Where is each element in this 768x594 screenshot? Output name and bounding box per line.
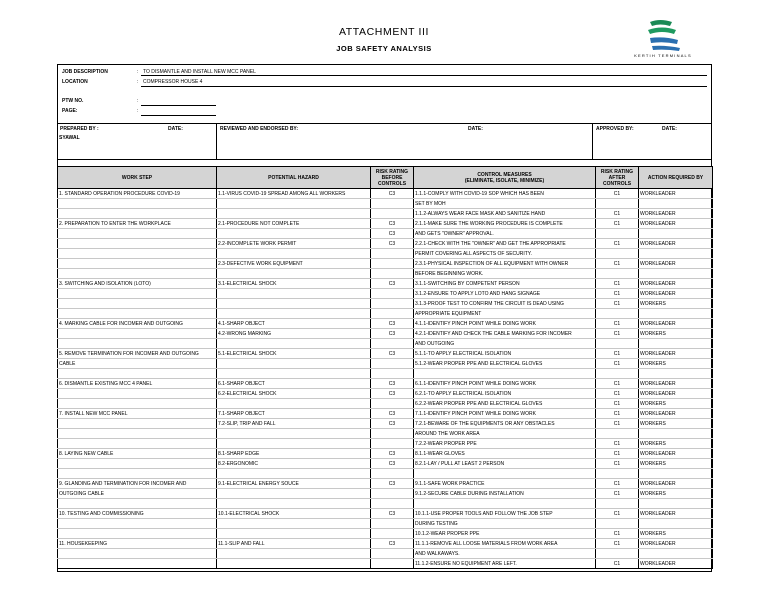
cell-hazard: 2.1-PROCEDURE NOT COMPLETE <box>217 219 371 229</box>
cell-control-measure: AROUND THE WORK AREA <box>414 429 596 439</box>
cell-work-step <box>58 419 217 429</box>
cell-work-step <box>58 559 217 569</box>
cell-control-measure: AND OUTGOING <box>414 339 596 349</box>
cell-action-by: WORKLEADER <box>639 479 713 489</box>
cell-risk-before <box>371 289 414 299</box>
table-row <box>58 329 713 339</box>
cell-action-by <box>639 199 713 209</box>
cell-work-step: 2. PREPARATION TO ENTER THE WORKPLACE <box>58 219 217 229</box>
cell-hazard <box>217 209 371 219</box>
cell-risk-before: C3 <box>371 449 414 459</box>
cell-risk-before: C3 <box>371 409 414 419</box>
cell-action-by: WORKLEADER <box>639 239 713 249</box>
cell-action-by <box>639 339 713 349</box>
location-colon: : <box>137 79 139 85</box>
cell-work-step <box>58 299 217 309</box>
cell-hazard <box>217 529 371 539</box>
table-row <box>58 379 713 389</box>
job-description-colon: : <box>137 69 139 75</box>
cell-risk-before: C3 <box>371 219 414 229</box>
cell-hazard <box>217 489 371 499</box>
cell-action-by: WORKLEADER <box>639 259 713 269</box>
page-title: ATTACHMENT III <box>338 26 430 38</box>
cell-action-by: WORKERS <box>639 489 713 499</box>
table-row <box>58 299 713 309</box>
cell-risk-after: C1 <box>596 349 639 359</box>
cell-control-measure: 1.1.1-COMPLY WITH COVID-19 SOP WHICH HAS BEEN <box>414 189 596 199</box>
cell-work-step <box>58 309 217 319</box>
cell-control-measure: DURING TESTING <box>414 519 596 529</box>
cell-work-step <box>58 269 217 279</box>
prepared-by-value: SYAWAL <box>59 135 80 141</box>
cell-work-step: 1. STANDARD OPERATION PROCEDURE COVID-19 <box>58 189 217 199</box>
cell-risk-after <box>596 519 639 529</box>
cell-risk-before: C3 <box>371 349 414 359</box>
cell-control-measure: APPROPRIATE EQUIPMENT <box>414 309 596 319</box>
cell-action-by: WORKLEADER <box>639 279 713 289</box>
cell-risk-before <box>371 519 414 529</box>
cell-action-by: WORKERS <box>639 299 713 309</box>
ptw-colon: : <box>137 98 139 104</box>
cell-risk-before: C3 <box>371 379 414 389</box>
table-row <box>58 429 713 439</box>
cell-risk-after: C1 <box>596 399 639 409</box>
cell-control-measure: 4.2.1-IDENTIFY AND CHECK THE CABLE MARKING FOR INCOMER <box>414 329 596 339</box>
table-row <box>58 339 713 349</box>
header-risk-before: RISK RATING BEFORE CONTROLS <box>371 167 414 189</box>
cell-risk-before: C3 <box>371 479 414 489</box>
cell-risk-after: C1 <box>596 379 639 389</box>
cell-work-step <box>58 329 217 339</box>
cell-risk-after: C1 <box>596 409 639 419</box>
table-row <box>58 309 713 319</box>
table-row <box>58 219 713 229</box>
cell-action-by: WORKLEADER <box>639 219 713 229</box>
cell-risk-after <box>596 549 639 559</box>
table-row <box>58 489 713 499</box>
cell-hazard <box>217 309 371 319</box>
cell-risk-before <box>371 399 414 409</box>
table-row <box>58 189 713 199</box>
cell-control-measure: 3.1.1-SWITCHING BY COMPETENT PERSON <box>414 279 596 289</box>
cell-risk-before <box>371 199 414 209</box>
cell-hazard: 8.1-SHARP EDGE <box>217 449 371 459</box>
cell-work-step: 10. TESTING AND COMMISSIONING <box>58 509 217 519</box>
cell-control-measure: BEFORE BEGINNING WORK. <box>414 269 596 279</box>
cell-risk-after: C1 <box>596 479 639 489</box>
cell-work-step <box>58 229 217 239</box>
job-description-value: TO DISMANTLE AND INSTALL NEW MCC PANEL <box>143 69 256 75</box>
table-row <box>58 349 713 359</box>
cell-hazard: 1.1-VIRUS COVID-19 SPREAD AMONG ALL WORKERS <box>217 189 371 199</box>
cell-work-step <box>58 429 217 439</box>
cell-risk-before <box>371 559 414 569</box>
cell-risk-after: C1 <box>596 279 639 289</box>
cell-work-step <box>58 459 217 469</box>
cell-action-by: WORKLEADER <box>639 389 713 399</box>
cell-control-measure: AND GETS "OWNER" APPROVAL. <box>414 229 596 239</box>
cell-work-step <box>58 469 217 479</box>
cell-control-measure: 6.2.2-WEAR PROPER PPE AND ELECTRICAL GLOVES <box>414 399 596 409</box>
cell-work-step <box>58 209 217 219</box>
cell-work-step: 11. HOUSEKEEPING <box>58 539 217 549</box>
cell-action-by: WORKERS <box>639 529 713 539</box>
cell-work-step: 9. GLANDING AND TERMINATION FOR INCOMER AND <box>58 479 217 489</box>
cell-risk-before: C3 <box>371 509 414 519</box>
prepared-by-label: PREPARED BY : <box>60 126 99 132</box>
approved-date-label: DATE: <box>662 126 677 132</box>
cell-hazard <box>217 229 371 239</box>
cell-hazard: 6.1-SHARP OBJECT <box>217 379 371 389</box>
cell-action-by <box>639 549 713 559</box>
cell-hazard <box>217 359 371 369</box>
cell-control-measure: 2.3.1-PHYSICAL INSPECTION OF ALL EQUIPMENT WITH OWNER <box>414 259 596 269</box>
table-row <box>58 449 713 459</box>
cell-risk-after: C1 <box>596 419 639 429</box>
cell-work-step <box>58 249 217 259</box>
cell-control-measure: 10.1.2-WEAR PROPER PPE <box>414 529 596 539</box>
approved-label: APPROVED BY: <box>596 126 634 132</box>
ptw-label: PTW NO. <box>62 98 84 104</box>
table-row <box>58 539 713 549</box>
cell-risk-before <box>371 249 414 259</box>
table-body <box>58 189 713 569</box>
cell-risk-after: C1 <box>596 289 639 299</box>
table-row <box>58 209 713 219</box>
page-label: PAGE: <box>62 108 78 114</box>
cell-hazard: 4.1-SHARP OBJECT <box>217 319 371 329</box>
cell-risk-after <box>596 199 639 209</box>
cell-hazard: 6.2-ELECTRICAL SHOCK <box>217 389 371 399</box>
cell-action-by: WORKERS <box>639 439 713 449</box>
jsa-table <box>57 166 713 569</box>
cell-work-step <box>58 259 217 269</box>
cell-action-by <box>639 429 713 439</box>
cell-action-by: WORKLEADER <box>639 509 713 519</box>
cell-work-step <box>58 239 217 249</box>
cell-work-step <box>58 289 217 299</box>
cell-risk-after <box>596 339 639 349</box>
cell-action-by <box>639 519 713 529</box>
table-row <box>58 439 713 449</box>
table-row <box>58 559 713 569</box>
cell-risk-before <box>371 209 414 219</box>
table-row <box>58 479 713 489</box>
table-row <box>58 389 713 399</box>
cell-risk-after: C1 <box>596 329 639 339</box>
cell-risk-before <box>371 359 414 369</box>
cell-control-measure: 10.1.1-USE PROPER TOOLS AND FOLLOW THE JOB STEP <box>414 509 596 519</box>
cell-control-measure: 6.2.1-TO APPLY ELECTRICAL ISOLATION <box>414 389 596 399</box>
cell-risk-after: C1 <box>596 259 639 269</box>
cell-control-measure <box>414 369 596 379</box>
cell-action-by: WORKLEADER <box>639 559 713 569</box>
cell-control-measure <box>414 499 596 509</box>
cell-action-by <box>639 269 713 279</box>
cell-action-by: WORKLEADER <box>639 449 713 459</box>
cell-hazard <box>217 559 371 569</box>
cell-control-measure: 7.1.1-IDENTIFY PINCH POINT WHILE DOING WORK <box>414 409 596 419</box>
table-row <box>58 269 713 279</box>
prepared-date-label: DATE: <box>168 126 183 132</box>
cell-work-step <box>58 519 217 529</box>
cell-hazard: 7.2-SLIP, TRIP AND FALL <box>217 419 371 429</box>
cell-risk-after: C1 <box>596 559 639 569</box>
cell-risk-after <box>596 229 639 239</box>
header-work-step: WORK STEP <box>58 167 217 189</box>
ptw-field[interactable] <box>141 105 216 106</box>
cell-hazard <box>217 439 371 449</box>
cell-control-measure: 9.1.2-SECURE CABLE DURING INSTALLATION <box>414 489 596 499</box>
location-value: COMPRESSOR HOUSE 4 <box>143 79 203 85</box>
cell-hazard: 7.1-SHARP OBJECT <box>217 409 371 419</box>
cell-hazard <box>217 499 371 509</box>
cell-risk-after <box>596 249 639 259</box>
table-row <box>58 519 713 529</box>
cell-control-measure: SET BY MOH <box>414 199 596 209</box>
cell-action-by <box>639 229 713 239</box>
cell-risk-before: C3 <box>371 229 414 239</box>
table-row <box>58 469 713 479</box>
cell-hazard <box>217 249 371 259</box>
cell-hazard: 9.1-ELECTRICAL ENERGY SOUCE <box>217 479 371 489</box>
cell-control-measure: 1.1.2-ALWAYS WEAR FACE MASK AND SANITIZE HAND <box>414 209 596 219</box>
cell-work-step: 4. MARKING CABLE FOR INCOMER AND OUTGOING <box>58 319 217 329</box>
cell-risk-before: C3 <box>371 239 414 249</box>
cell-hazard <box>217 269 371 279</box>
cell-risk-after: C1 <box>596 489 639 499</box>
cell-work-step: 5. REMOVE TERMINATION FOR INCOMER AND OUTGOING <box>58 349 217 359</box>
cell-hazard: 8.2-ERGONOMIC <box>217 459 371 469</box>
cell-work-step: 8. LAYING NEW CABLE <box>58 449 217 459</box>
header-action-required: ACTION REQUIRED BY <box>639 167 713 189</box>
cell-action-by: WORKERS <box>639 359 713 369</box>
cell-work-step <box>58 549 217 559</box>
cell-hazard <box>217 469 371 479</box>
cell-work-step: 6. DISMANTLE EXISTING MCC 4 PANEL <box>58 379 217 389</box>
cell-risk-after <box>596 269 639 279</box>
cell-control-measure <box>414 469 596 479</box>
logo-text: KERTIH TERMINALS <box>634 53 692 58</box>
cell-risk-after: C1 <box>596 509 639 519</box>
cell-action-by: WORKERS <box>639 459 713 469</box>
table-row <box>58 199 713 209</box>
cell-work-step <box>58 199 217 209</box>
cell-risk-before: C3 <box>371 189 414 199</box>
table-row <box>58 359 713 369</box>
cell-risk-before <box>371 259 414 269</box>
table-row <box>58 259 713 269</box>
cell-risk-after: C1 <box>596 359 639 369</box>
cell-control-measure: AND WALKAWAYS. <box>414 549 596 559</box>
cell-risk-after <box>596 309 639 319</box>
cell-hazard: 11.1-SLIP AND FALL <box>217 539 371 549</box>
cell-work-step: CABLE <box>58 359 217 369</box>
cell-work-step <box>58 499 217 509</box>
cell-hazard <box>217 199 371 209</box>
table-row <box>58 249 713 259</box>
cell-risk-before <box>371 439 414 449</box>
cell-hazard <box>217 429 371 439</box>
cell-risk-after: C1 <box>596 189 639 199</box>
cell-risk-before: C3 <box>371 419 414 429</box>
table-row <box>58 239 713 249</box>
cell-hazard: 2.3-DEFECTIVE WORK EQUIPMENT <box>217 259 371 269</box>
page-subtitle: JOB SAFETY ANALYSIS <box>336 44 432 53</box>
header-control-measures <box>414 167 596 189</box>
cell-work-step: 3. SWITCHING AND ISOLATION (LOTO) <box>58 279 217 289</box>
cell-action-by: WORKLEADER <box>639 539 713 549</box>
table-row <box>58 289 713 299</box>
cell-hazard <box>217 369 371 379</box>
cell-hazard: 5.1-ELECTRICAL SHOCK <box>217 349 371 359</box>
cell-action-by <box>639 499 713 509</box>
cell-control-measure: 2.2.1-CHECK WITH THE "OWNER" AND GET THE APPROPRIATE <box>414 239 596 249</box>
header-risk-after: RISK RATING AFTER CONTROLS <box>596 167 639 189</box>
cell-risk-after: C1 <box>596 459 639 469</box>
cell-risk-after: C1 <box>596 239 639 249</box>
page-field[interactable] <box>141 115 216 116</box>
cell-action-by: WORKLEADER <box>639 379 713 389</box>
cell-risk-before <box>371 369 414 379</box>
cell-action-by: WORKERS <box>639 329 713 339</box>
cell-control-measure: 9.1.1-SAFE WORK PRACTICE <box>414 479 596 489</box>
cell-action-by <box>639 249 713 259</box>
cell-risk-after <box>596 469 639 479</box>
cell-risk-after: C1 <box>596 449 639 459</box>
table-row <box>58 529 713 539</box>
cell-risk-after <box>596 369 639 379</box>
cell-risk-before <box>371 429 414 439</box>
table-row <box>58 419 713 429</box>
cell-hazard <box>217 289 371 299</box>
cell-risk-after: C1 <box>596 299 639 309</box>
cell-action-by <box>639 469 713 479</box>
cell-risk-before: C3 <box>371 279 414 289</box>
cell-risk-before <box>371 269 414 279</box>
cell-risk-before <box>371 299 414 309</box>
cell-work-step <box>58 369 217 379</box>
cell-action-by: WORKLEADER <box>639 349 713 359</box>
cell-risk-after: C1 <box>596 529 639 539</box>
table-row <box>58 549 713 559</box>
cell-action-by: WORKERS <box>639 399 713 409</box>
cell-action-by: WORKLEADER <box>639 189 713 199</box>
cell-control-measure: 2.1.1-MAKE SURE THE WORKING PROCEDURE IS COMPLETE <box>414 219 596 229</box>
cell-control-measure: 7.2.1-BEWARE OF THE EQUIPMENTS OR ANY OBSTACLES <box>414 419 596 429</box>
table-row <box>58 369 713 379</box>
header-control-title: CONTROL MEASURES <box>477 171 532 178</box>
cell-work-step <box>58 399 217 409</box>
table-row <box>58 399 713 409</box>
cell-work-step <box>58 389 217 399</box>
cell-control-measure: 5.1.1-TO APPLY ELECTRICAL ISOLATION <box>414 349 596 359</box>
cell-action-by: WORKLEADER <box>639 209 713 219</box>
table-row <box>58 499 713 509</box>
cell-risk-before: C3 <box>371 329 414 339</box>
cell-hazard <box>217 299 371 309</box>
cell-risk-after: C1 <box>596 219 639 229</box>
cell-work-step <box>58 529 217 539</box>
cell-control-measure: 8.2.1-LAY / PULL AT LEAST 2 PERSON <box>414 459 596 469</box>
cell-action-by <box>639 369 713 379</box>
table-row <box>58 229 713 239</box>
cell-risk-after: C1 <box>596 389 639 399</box>
reviewed-label: REVIEWED AND ENDORSED BY: <box>220 126 299 132</box>
cell-hazard: 3.1-ELECTRICAL SHOCK <box>217 279 371 289</box>
cell-control-measure: 11.1.2-ENSURE NO EQUIPMENT ARE LEFT. <box>414 559 596 569</box>
cell-action-by <box>639 309 713 319</box>
cell-risk-before <box>371 489 414 499</box>
cell-risk-before <box>371 339 414 349</box>
cell-risk-after <box>596 429 639 439</box>
cell-risk-before: C3 <box>371 539 414 549</box>
cell-work-step: 7. INSTALL NEW MCC PANEL <box>58 409 217 419</box>
cell-control-measure: 7.2.2-WEAR PROPER PPE <box>414 439 596 449</box>
cell-control-measure: 3.1.2-ENSURE TO APPLY LOTO AND HANG SIGNAGE <box>414 289 596 299</box>
cell-risk-before <box>371 469 414 479</box>
cell-risk-after: C1 <box>596 209 639 219</box>
cell-hazard: 4.2-WRONG MARKING <box>217 329 371 339</box>
header-potential-hazard: POTENTIAL HAZARD <box>217 167 371 189</box>
cell-risk-before <box>371 529 414 539</box>
cell-work-step: OUTGOING CABLE <box>58 489 217 499</box>
cell-risk-before: C3 <box>371 319 414 329</box>
cell-control-measure: 5.1.2-WEAR PROPER PPE AND ELECTRICAL GLOVES <box>414 359 596 369</box>
table-row <box>58 459 713 469</box>
table-row <box>58 409 713 419</box>
header-control-subtitle: (ELIMINATE, ISOLATE, MINIMIZE) <box>464 177 545 184</box>
cell-control-measure: 8.1.1-WEAR GLOVES <box>414 449 596 459</box>
cell-risk-before <box>371 499 414 509</box>
cell-control-measure: PERMIT COVERING ALL ASPECTS OF SECURITY. <box>414 249 596 259</box>
cell-control-measure: 3.1.3-PROOF TEST TO CONFIRM THE CIRCUIT IS DEAD USING <box>414 299 596 309</box>
cell-control-measure: 6.1.1-IDENTIFY PINCH POINT WHILE DOING WORK <box>414 379 596 389</box>
cell-action-by: WORKLEADER <box>639 289 713 299</box>
cell-risk-before <box>371 309 414 319</box>
cell-hazard: 2.2-INCOMPLETE WORK PERMIT <box>217 239 371 249</box>
cell-action-by: WORKLEADER <box>639 409 713 419</box>
table-row <box>58 279 713 289</box>
cell-hazard <box>217 549 371 559</box>
cell-control-measure: 11.1.1-REMOVE ALL LOOSE MATERIALS FROM WORK AREA <box>414 539 596 549</box>
cell-hazard <box>217 519 371 529</box>
cell-risk-after: C1 <box>596 539 639 549</box>
cell-action-by: WORKERS <box>639 419 713 429</box>
cell-risk-after <box>596 499 639 509</box>
cell-work-step <box>58 439 217 449</box>
cell-action-by: WORKLEADER <box>639 319 713 329</box>
page-colon: : <box>137 108 139 114</box>
table-header-row <box>58 167 713 189</box>
cell-risk-before: C3 <box>371 389 414 399</box>
table-row <box>58 509 713 519</box>
location-label: LOCATION <box>62 79 88 85</box>
cell-risk-after: C1 <box>596 319 639 329</box>
cell-risk-before <box>371 549 414 559</box>
job-description-label: JOB DESCRIPTION <box>62 69 108 75</box>
cell-hazard <box>217 339 371 349</box>
cell-risk-after: C1 <box>596 439 639 449</box>
reviewed-date-label: DATE: <box>468 126 483 132</box>
cell-work-step <box>58 339 217 349</box>
cell-hazard: 10.1-ELECTRICAL SHOCK <box>217 509 371 519</box>
cell-control-measure: 4.1.1-IDENTIFY PINCH POINT WHILE DOING WORK <box>414 319 596 329</box>
cell-risk-before: C3 <box>371 459 414 469</box>
table-row <box>58 319 713 329</box>
cell-hazard <box>217 399 371 409</box>
